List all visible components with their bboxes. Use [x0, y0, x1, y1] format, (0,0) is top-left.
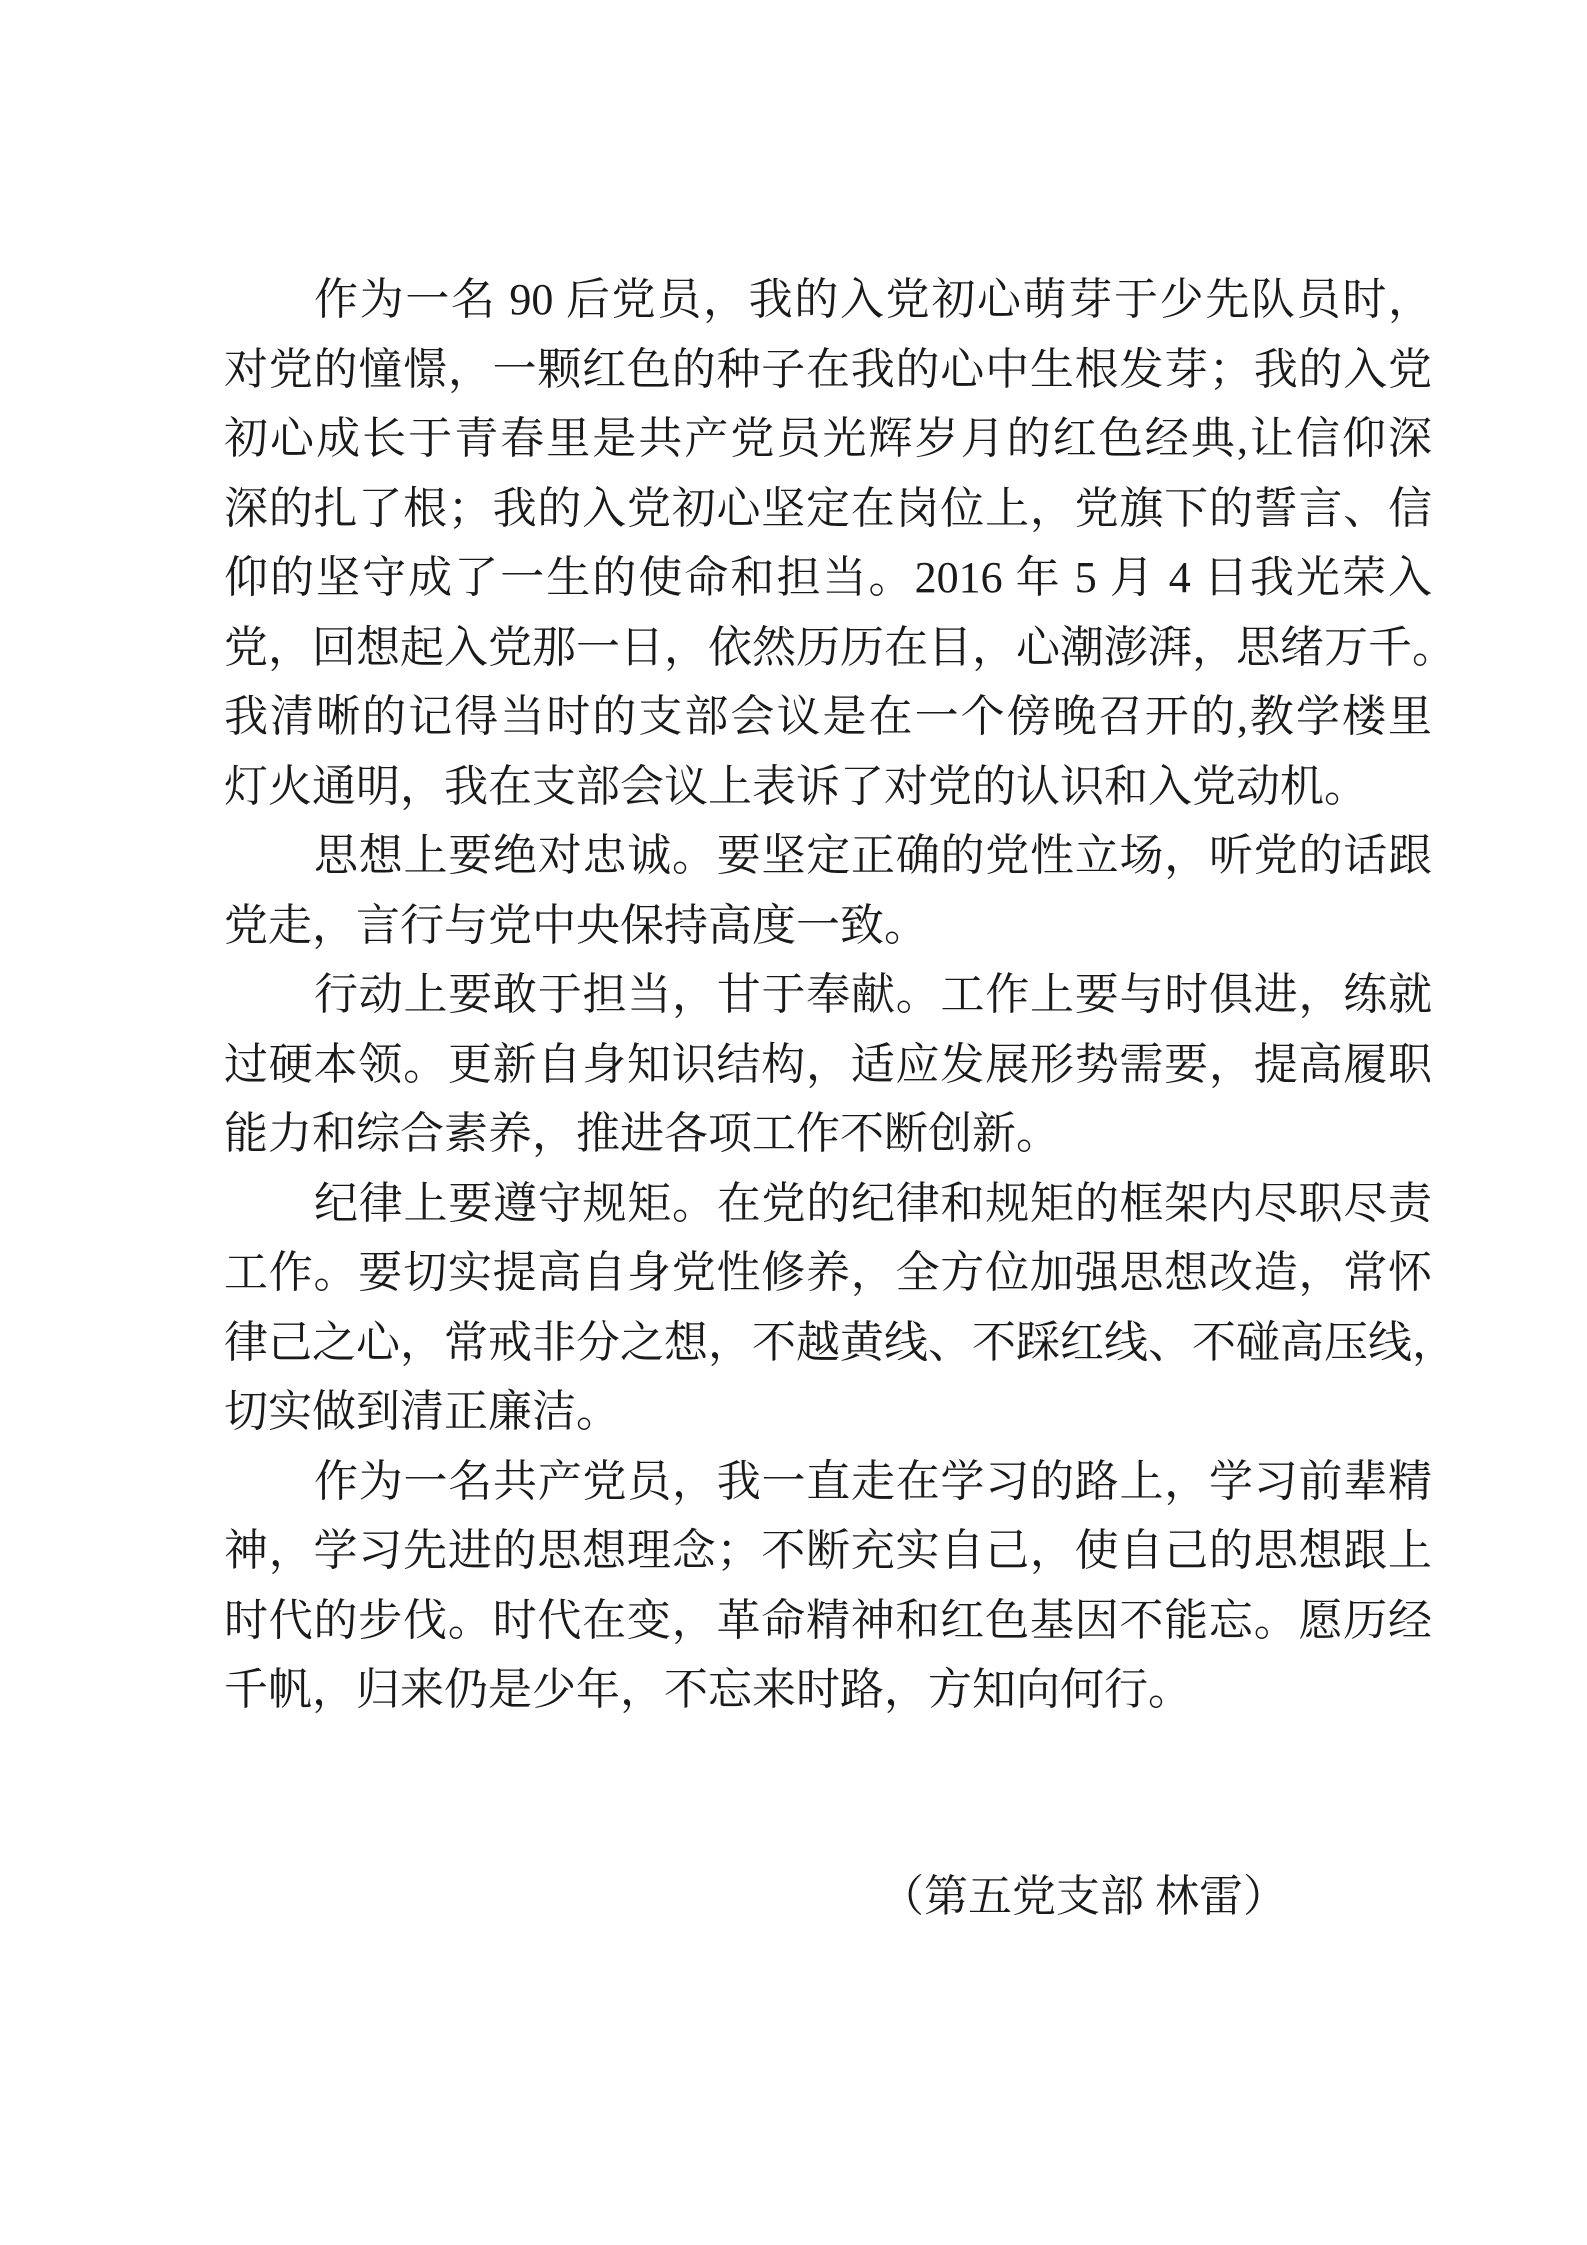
document-body — [224, 265, 1456, 1725]
text-line: 仰的坚守成了一生的使命和担当。2016 年 5 月 4 日我光荣入 — [224, 553, 1432, 602]
text-line: 时代的步伐。时代在变，革命精神和红色基因不能忘。愿历经 — [224, 1595, 1432, 1645]
text-line: 纪律上要遵守规矩。在党的纪律和规矩的框架内尽职尽责 — [314, 1178, 1432, 1228]
text-line: 初心成长于青春里是共产党员光辉岁月的红色经典,让信仰深 — [224, 414, 1432, 463]
text-line: 工作。要切实提高自身党性修养，全方位加强思想改造，常怀 — [224, 1248, 1432, 1297]
signature-line: （第五党支部 林雷） — [880, 1872, 1287, 1921]
text-line: 千帆，归来仍是少年，不忘来时路，方知向何行。 — [224, 1665, 1192, 1714]
text-line: 作为一名共产党员，我一直走在学习的路上，学习前辈精 — [314, 1456, 1432, 1506]
text-line: 党走，言行与党中央保持高度一致。 — [224, 900, 928, 950]
text-line: 灯火通明，我在支部会议上表诉了对党的认识和入党动机。 — [224, 761, 1368, 811]
text-line: 思想上要绝对忠诚。要坚定正确的党性立场，听党的话跟 — [314, 831, 1432, 880]
text-line: 行动上要敢于担当，甘于奉献。工作上要与时俱进，练就 — [314, 970, 1432, 1019]
text-line: 党，回想起入党那一日，依然历历在目，心潮澎湃，思绪万千。 — [224, 622, 1456, 672]
text-line: 能力和综合素养，推进各项工作不断创新。 — [224, 1109, 1060, 1158]
text-line: 我清晰的记得当时的支部会议是在一个傍晚召开的,教学楼里 — [224, 692, 1432, 741]
text-line: 过硬本领。更新自身知识结构，适应发展形势需要，提高履职 — [224, 1039, 1432, 1089]
text-line: 作为一名 90 后党员，我的入党初心萌芽于少先队员时， — [314, 275, 1432, 324]
text-line: 切实做到清正廉洁。 — [224, 1387, 620, 1436]
text-line: 深的扎了根；我的入党初心坚定在岗位上，党旗下的誓言、信 — [224, 483, 1432, 533]
text-line: 对党的憧憬，一颗红色的种子在我的心中生根发芽；我的入党 — [224, 344, 1432, 394]
text-line: 律己之心，常戒非分之想，不越黄线、不踩红线、不碰高压线， — [224, 1317, 1456, 1367]
text-line: 神，学习先进的思想理念；不断充实自己，使自己的思想跟上 — [224, 1526, 1432, 1575]
